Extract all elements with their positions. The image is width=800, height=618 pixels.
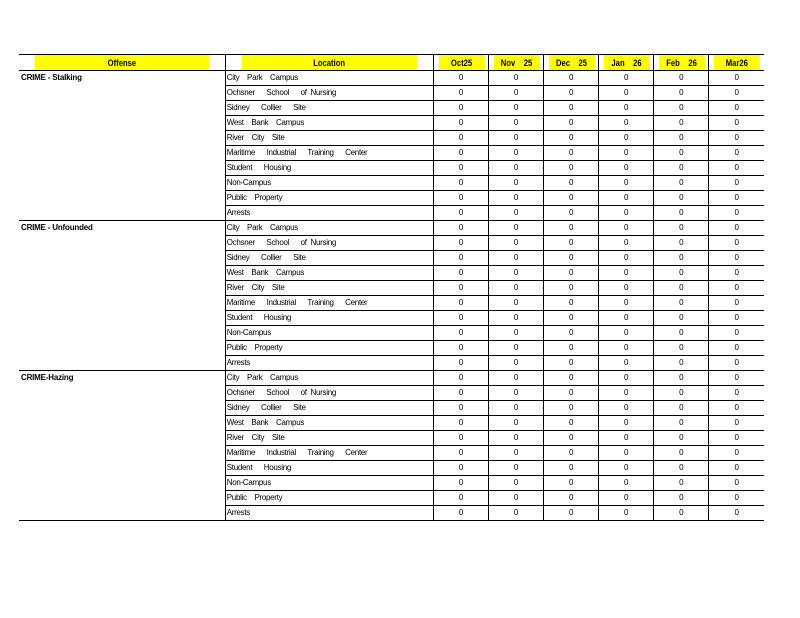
offense-cell	[19, 281, 225, 296]
offense-cell	[19, 446, 225, 461]
month-count-cell: 0	[654, 101, 709, 116]
offense-cell	[19, 356, 225, 371]
month-count-cell: 0	[599, 311, 654, 326]
table-row	[19, 191, 764, 206]
month-count-cell: 0	[654, 356, 709, 371]
location-cell: Ochsner School of Nursing	[225, 386, 433, 401]
month-count-cell: 0	[709, 191, 764, 206]
month-count-cell: 0	[434, 266, 489, 281]
header-offense: Offense	[34, 55, 209, 71]
month-count-cell: 0	[709, 176, 764, 191]
month-count-cell: 0	[709, 236, 764, 251]
location-cell: River City Site	[225, 281, 433, 296]
location-cell: Student Housing	[225, 161, 433, 176]
month-count-cell: 0	[489, 356, 544, 371]
offense-cell	[19, 341, 225, 356]
month-count-cell: 0	[599, 341, 654, 356]
table-row	[19, 176, 764, 191]
month-count-cell: 0	[709, 266, 764, 281]
month-count-cell: 0	[434, 326, 489, 341]
table-header	[19, 55, 764, 71]
month-count-cell: 0	[489, 161, 544, 176]
month-count-cell: 0	[654, 476, 709, 491]
month-count-cell: 0	[489, 446, 544, 461]
month-count-cell: 0	[599, 221, 654, 236]
month-count-cell: 0	[599, 461, 654, 476]
month-count-cell: 0	[434, 206, 489, 221]
location-cell: Maritime Industrial Training Center	[225, 296, 433, 311]
month-count-cell: 0	[489, 386, 544, 401]
month-count-cell: 0	[709, 206, 764, 221]
month-count-cell: 0	[599, 266, 654, 281]
offense-cell	[19, 461, 225, 476]
month-count-cell: 0	[544, 491, 599, 506]
month-count-cell: 0	[434, 131, 489, 146]
month-count-cell: 0	[434, 251, 489, 266]
month-count-cell: 0	[654, 86, 709, 101]
location-cell: Non-Campus	[225, 176, 433, 191]
table-row	[19, 236, 764, 251]
location-cell: Arrests	[225, 206, 433, 221]
month-count-cell: 0	[489, 296, 544, 311]
month-count-cell: 0	[654, 176, 709, 191]
month-count-cell: 0	[489, 326, 544, 341]
month-count-cell: 0	[654, 146, 709, 161]
month-count-cell: 0	[544, 506, 599, 521]
offense-cell	[19, 251, 225, 266]
month-count-cell: 0	[654, 386, 709, 401]
month-count-cell: 0	[654, 71, 709, 86]
month-count-cell: 0	[489, 431, 544, 446]
header-month: Feb 26	[658, 55, 705, 71]
month-count-cell: 0	[709, 446, 764, 461]
header-month: Nov 25	[493, 55, 540, 71]
table-row	[19, 476, 764, 491]
month-count-cell: 0	[434, 221, 489, 236]
month-count-cell: 0	[599, 131, 654, 146]
offense-cell	[19, 161, 225, 176]
month-count-cell: 0	[599, 401, 654, 416]
month-count-cell: 0	[544, 416, 599, 431]
month-count-cell: 0	[654, 281, 709, 296]
location-cell: West Bank Campus	[225, 416, 433, 431]
location-cell: Public Property	[225, 491, 433, 506]
month-count-cell: 0	[544, 431, 599, 446]
month-count-cell: 0	[599, 356, 654, 371]
month-count-cell: 0	[434, 446, 489, 461]
month-count-cell: 0	[489, 251, 544, 266]
month-count-cell: 0	[434, 371, 489, 386]
month-count-cell: 0	[489, 416, 544, 431]
offense-cell	[19, 191, 225, 206]
month-count-cell: 0	[709, 146, 764, 161]
table-row	[19, 401, 764, 416]
month-count-cell: 0	[544, 476, 599, 491]
month-count-cell: 0	[709, 161, 764, 176]
month-count-cell: 0	[654, 116, 709, 131]
month-count-cell: 0	[434, 416, 489, 431]
month-count-cell: 0	[489, 176, 544, 191]
offense-cell	[19, 401, 225, 416]
month-count-cell: 0	[489, 506, 544, 521]
month-count-cell: 0	[434, 236, 489, 251]
month-count-cell: 0	[654, 341, 709, 356]
offense-cell	[19, 206, 225, 221]
month-count-cell: 0	[544, 326, 599, 341]
month-count-cell: 0	[654, 161, 709, 176]
month-count-cell: 0	[489, 371, 544, 386]
month-count-cell: 0	[709, 251, 764, 266]
table-row	[19, 86, 764, 101]
month-count-cell: 0	[599, 206, 654, 221]
month-count-cell: 0	[599, 161, 654, 176]
month-count-cell: 0	[434, 161, 489, 176]
table-row	[19, 71, 764, 86]
table-row	[19, 356, 764, 371]
table-row	[19, 131, 764, 146]
offense-label: CRIME - Unfounded	[21, 223, 93, 232]
location-cell: Sidney Collier Site	[225, 101, 433, 116]
month-count-cell: 0	[544, 461, 599, 476]
month-count-cell: 0	[434, 461, 489, 476]
offense-cell	[19, 296, 225, 311]
month-count-cell: 0	[434, 86, 489, 101]
table-row	[19, 446, 764, 461]
month-count-cell: 0	[654, 326, 709, 341]
month-count-cell: 0	[544, 251, 599, 266]
month-count-cell: 0	[544, 131, 599, 146]
offense-cell	[19, 311, 225, 326]
header-month: Jan 26	[603, 55, 650, 71]
location-cell: Non-Campus	[225, 476, 433, 491]
location-cell: City Park Campus	[225, 371, 433, 386]
table-row	[19, 461, 764, 476]
month-count-cell: 0	[544, 71, 599, 86]
month-count-cell: 0	[489, 221, 544, 236]
month-count-cell: 0	[544, 371, 599, 386]
table-row	[19, 266, 764, 281]
month-count-cell: 0	[434, 491, 489, 506]
month-count-cell: 0	[489, 146, 544, 161]
header-month: Mar26	[713, 55, 760, 71]
month-count-cell: 0	[544, 266, 599, 281]
header-month: Dec 25	[548, 55, 595, 71]
offense-cell	[19, 386, 225, 401]
month-count-cell: 0	[709, 356, 764, 371]
month-count-cell: 0	[544, 206, 599, 221]
month-count-cell: 0	[709, 86, 764, 101]
month-count-cell: 0	[489, 281, 544, 296]
month-count-cell: 0	[434, 431, 489, 446]
month-count-cell: 0	[544, 86, 599, 101]
offense-cell	[19, 146, 225, 161]
table-row	[19, 326, 764, 341]
crime-log-sheet	[19, 54, 764, 521]
month-count-cell: 0	[599, 371, 654, 386]
month-count-cell: 0	[709, 431, 764, 446]
month-count-cell: 0	[599, 176, 654, 191]
month-count-cell: 0	[599, 251, 654, 266]
month-count-cell: 0	[544, 161, 599, 176]
header-month: Oct25	[438, 55, 485, 71]
header-location: Location	[241, 55, 418, 71]
month-count-cell: 0	[544, 446, 599, 461]
table-row	[19, 251, 764, 266]
month-count-cell: 0	[544, 221, 599, 236]
table-row	[19, 371, 764, 386]
location-cell: Public Property	[225, 341, 433, 356]
month-count-cell: 0	[709, 311, 764, 326]
month-count-cell: 0	[709, 491, 764, 506]
location-cell: City Park Campus	[225, 71, 433, 86]
month-count-cell: 0	[709, 326, 764, 341]
offense-cell	[19, 476, 225, 491]
month-count-cell: 0	[709, 281, 764, 296]
location-cell: Maritime Industrial Training Center	[225, 146, 433, 161]
month-count-cell: 0	[654, 491, 709, 506]
month-count-cell: 0	[599, 101, 654, 116]
month-count-cell: 0	[709, 371, 764, 386]
month-count-cell: 0	[599, 71, 654, 86]
month-count-cell: 0	[599, 491, 654, 506]
table-row	[19, 491, 764, 506]
month-count-cell: 0	[489, 311, 544, 326]
month-count-cell: 0	[489, 461, 544, 476]
month-count-cell: 0	[434, 146, 489, 161]
month-count-cell: 0	[544, 176, 599, 191]
month-count-cell: 0	[599, 431, 654, 446]
month-count-cell: 0	[599, 281, 654, 296]
offense-cell	[19, 431, 225, 446]
table-row	[19, 386, 764, 401]
month-count-cell: 0	[434, 386, 489, 401]
offense-cell	[19, 101, 225, 116]
offense-label: CRIME-Hazing	[21, 373, 74, 382]
location-cell: Non-Campus	[225, 326, 433, 341]
month-count-cell: 0	[654, 431, 709, 446]
month-count-cell: 0	[654, 296, 709, 311]
month-count-cell: 0	[599, 296, 654, 311]
table-row	[19, 206, 764, 221]
month-count-cell: 0	[654, 131, 709, 146]
location-cell: River City Site	[225, 431, 433, 446]
month-count-cell: 0	[709, 131, 764, 146]
table-row	[19, 416, 764, 431]
month-count-cell: 0	[654, 371, 709, 386]
month-count-cell: 0	[544, 311, 599, 326]
location-cell: Ochsner School of Nursing	[225, 86, 433, 101]
month-count-cell: 0	[599, 446, 654, 461]
month-count-cell: 0	[709, 476, 764, 491]
month-count-cell: 0	[489, 71, 544, 86]
month-count-cell: 0	[599, 146, 654, 161]
month-count-cell: 0	[489, 491, 544, 506]
location-cell: Ochsner School of Nursing	[225, 236, 433, 251]
month-count-cell: 0	[709, 401, 764, 416]
table-row	[19, 161, 764, 176]
month-count-cell: 0	[489, 116, 544, 131]
month-count-cell: 0	[434, 101, 489, 116]
month-count-cell: 0	[709, 221, 764, 236]
month-count-cell: 0	[434, 176, 489, 191]
month-count-cell: 0	[489, 131, 544, 146]
month-count-cell: 0	[434, 281, 489, 296]
month-count-cell: 0	[654, 251, 709, 266]
month-count-cell: 0	[654, 506, 709, 521]
offense-cell	[19, 266, 225, 281]
location-cell: Arrests	[225, 356, 433, 371]
month-count-cell: 0	[489, 341, 544, 356]
month-count-cell: 0	[654, 221, 709, 236]
location-cell: West Bank Campus	[225, 116, 433, 131]
table-row	[19, 281, 764, 296]
month-count-cell: 0	[544, 401, 599, 416]
month-count-cell: 0	[654, 416, 709, 431]
location-cell: Maritime Industrial Training Center	[225, 446, 433, 461]
month-count-cell: 0	[709, 386, 764, 401]
table-row	[19, 341, 764, 356]
month-count-cell: 0	[599, 506, 654, 521]
location-cell: West Bank Campus	[225, 266, 433, 281]
month-count-cell: 0	[599, 326, 654, 341]
month-count-cell: 0	[489, 191, 544, 206]
location-cell: City Park Campus	[225, 221, 433, 236]
month-count-cell: 0	[434, 341, 489, 356]
month-count-cell: 0	[434, 401, 489, 416]
month-count-cell: 0	[489, 266, 544, 281]
month-count-cell: 0	[599, 386, 654, 401]
table-row	[19, 506, 764, 521]
offense-cell	[19, 116, 225, 131]
month-count-cell: 0	[434, 476, 489, 491]
month-count-cell: 0	[434, 191, 489, 206]
table-row	[19, 116, 764, 131]
month-count-cell: 0	[434, 71, 489, 86]
month-count-cell: 0	[434, 356, 489, 371]
month-count-cell: 0	[434, 296, 489, 311]
month-count-cell: 0	[544, 386, 599, 401]
month-count-cell: 0	[654, 461, 709, 476]
month-count-cell: 0	[654, 191, 709, 206]
month-count-cell: 0	[709, 101, 764, 116]
table-row	[19, 146, 764, 161]
table-row	[19, 311, 764, 326]
table-row	[19, 431, 764, 446]
month-count-cell: 0	[654, 236, 709, 251]
location-cell: Sidney Collier Site	[225, 401, 433, 416]
month-count-cell: 0	[434, 311, 489, 326]
month-count-cell: 0	[654, 446, 709, 461]
month-count-cell: 0	[489, 86, 544, 101]
table-row	[19, 221, 764, 236]
month-count-cell: 0	[489, 401, 544, 416]
month-count-cell: 0	[544, 116, 599, 131]
location-cell: Student Housing	[225, 461, 433, 476]
header-row	[19, 55, 764, 71]
location-cell: Public Property	[225, 191, 433, 206]
location-cell: Arrests	[225, 506, 433, 521]
month-count-cell: 0	[489, 101, 544, 116]
month-count-cell: 0	[709, 506, 764, 521]
location-cell: Student Housing	[225, 311, 433, 326]
table-body	[19, 71, 764, 521]
crime-statistics-table	[19, 54, 764, 521]
offense-label: CRIME - Stalking	[21, 73, 82, 82]
table-row	[19, 296, 764, 311]
month-count-cell: 0	[654, 311, 709, 326]
offense-cell	[19, 86, 225, 101]
offense-cell	[19, 506, 225, 521]
month-count-cell: 0	[599, 191, 654, 206]
month-count-cell: 0	[489, 206, 544, 221]
month-count-cell: 0	[544, 146, 599, 161]
month-count-cell: 0	[434, 116, 489, 131]
month-count-cell: 0	[434, 506, 489, 521]
month-count-cell: 0	[489, 476, 544, 491]
month-count-cell: 0	[709, 71, 764, 86]
month-count-cell: 0	[599, 476, 654, 491]
table-row	[19, 101, 764, 116]
month-count-cell: 0	[709, 461, 764, 476]
month-count-cell: 0	[544, 191, 599, 206]
month-count-cell: 0	[544, 236, 599, 251]
offense-cell	[19, 131, 225, 146]
location-cell: River City Site	[225, 131, 433, 146]
offense-cell	[19, 176, 225, 191]
month-count-cell: 0	[654, 266, 709, 281]
offense-cell	[19, 236, 225, 251]
month-count-cell: 0	[544, 356, 599, 371]
month-count-cell: 0	[544, 341, 599, 356]
month-count-cell: 0	[599, 116, 654, 131]
month-count-cell: 0	[709, 296, 764, 311]
month-count-cell: 0	[544, 101, 599, 116]
location-cell: Sidney Collier Site	[225, 251, 433, 266]
month-count-cell: 0	[654, 401, 709, 416]
month-count-cell: 0	[544, 281, 599, 296]
month-count-cell: 0	[599, 86, 654, 101]
month-count-cell: 0	[709, 341, 764, 356]
month-count-cell: 0	[544, 296, 599, 311]
month-count-cell: 0	[654, 206, 709, 221]
month-count-cell: 0	[599, 236, 654, 251]
month-count-cell: 0	[709, 416, 764, 431]
offense-cell	[19, 491, 225, 506]
offense-cell	[19, 416, 225, 431]
month-count-cell: 0	[489, 236, 544, 251]
offense-cell	[19, 326, 225, 341]
month-count-cell: 0	[599, 416, 654, 431]
month-count-cell: 0	[709, 116, 764, 131]
